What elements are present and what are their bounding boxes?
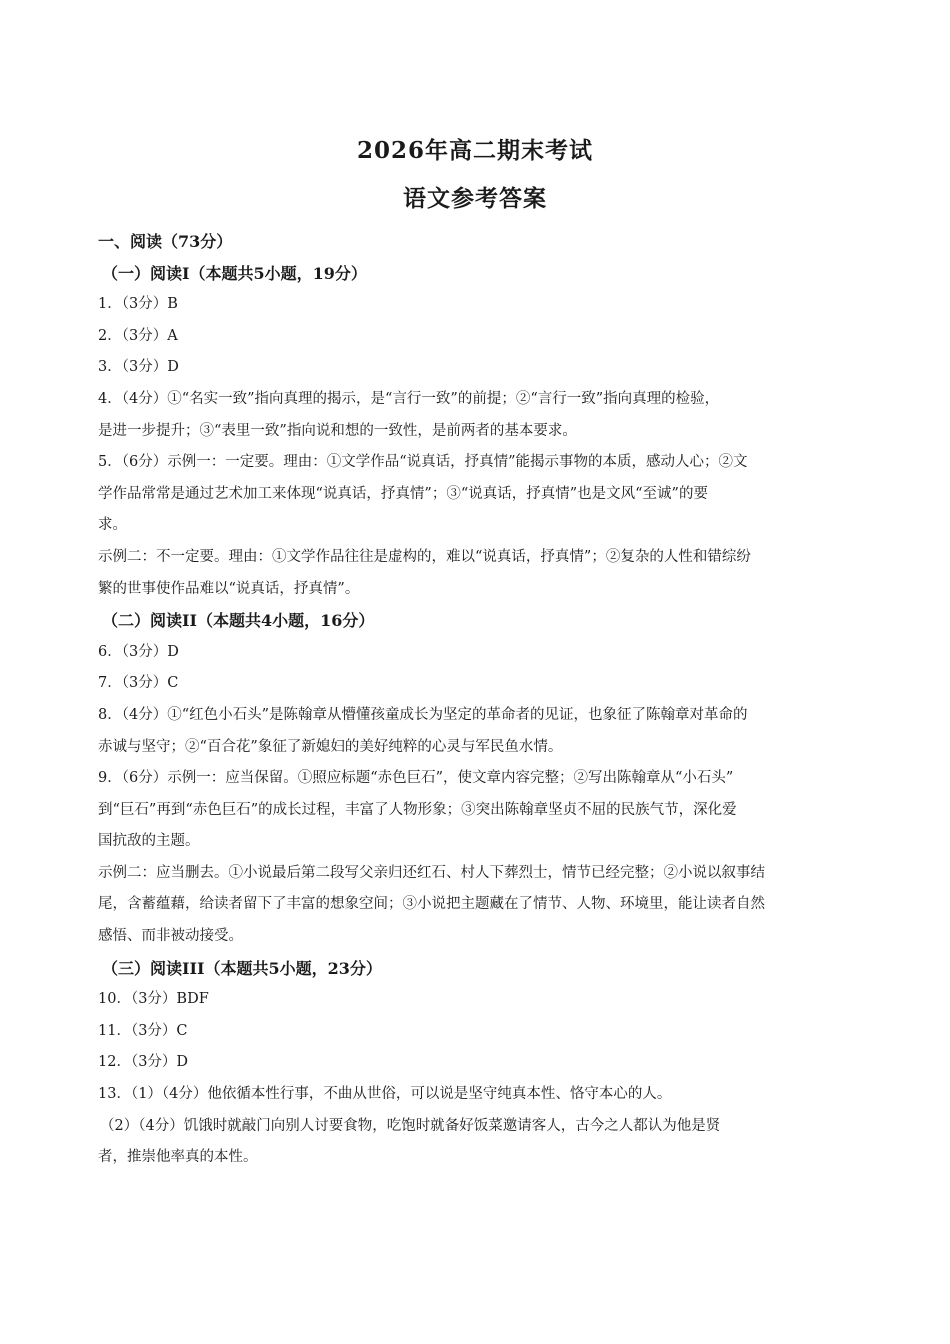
section-heading-reading: 一、阅读（73分）	[98, 232, 233, 251]
part3-heading: （三）阅读III（本题共5小题，23分）	[102, 958, 382, 978]
answer-line: 感悟、而非被动接受。	[98, 928, 243, 945]
answer-line: 者，推崇他率真的本性。	[98, 1149, 258, 1166]
answer-line: 尾，含蓄蕴藉，给读者留下了丰富的想象空间；③小说把主题藏在了情节、人物、环境里，能让读者自然	[98, 896, 765, 913]
answer-line: 是进一步提升；③“表里一致”指向说和想的一致性，是前两者的基本要求。	[98, 422, 577, 439]
answer-line: 国抗敌的主题。	[98, 833, 200, 850]
answer-line: 赤诚与坚守；②“百合花”象征了新媳妇的美好纯粹的心灵与军民鱼水情。	[98, 738, 563, 755]
answer-line: 示例二：应当删去。①小说最后第二段写父亲归还红石、村人下葬烈士，情节已经完整；②小说以叙事结	[98, 864, 765, 881]
answer-line: 7．（3分）C	[98, 675, 179, 692]
answer-line: 13．（1）（4分）他依循本性行事，不曲从世俗，可以说是坚守纯真本性、恪守本心的人。	[98, 1086, 672, 1103]
answer-line: 求。	[98, 517, 127, 534]
answer-line: 9．（6分）示例一：应当保留。①照应标题“赤色巨石”，使文章内容完整；②写出陈翰章从“小石头”	[98, 770, 734, 787]
answer-line: 3．（3分）D	[98, 359, 179, 376]
part1-heading: （一）阅读I（本题共5小题，19分）	[102, 263, 367, 283]
answer-line: 10．（3分）BDF	[98, 991, 209, 1008]
answer-content	[98, 226, 858, 1174]
page-subtitle: 语文参考答案	[403, 185, 547, 212]
answer-line: 8．（4分）①“红色小石头”是陈翰章从懵懂孩童成长为坚定的革命者的见证，也象征了陈翰章对革命的	[98, 706, 748, 723]
answer-line: 5．（6分）示例一：一定要。理由：①文学作品“说真话，抒真情”能揭示事物的本质，感动人心；②文	[98, 454, 748, 471]
answer-line: 繁的世事使作品难以“说真话，抒真情”。	[98, 580, 360, 597]
answer-line: 4．（4分）①“名实一致”指向真理的揭示，是“言行一致”的前提；②“言行一致”指向真理的检验，	[98, 390, 720, 407]
part2-heading: （二）阅读II（本题共4小题，16分）	[102, 611, 375, 631]
answer-line: 示例二：不一定要。理由：①文学作品往往是虚构的，难以“说真话，抒真情”；②复杂的人性和错综纷	[98, 548, 751, 565]
answer-line: （2）（4分）饥饿时就敲门向别人讨要食物，吃饱时就备好饭菜邀请客人，古今之人都认为他是贤	[100, 1117, 721, 1134]
answer-line: 学作品常常是通过艺术加工来体现“说真话，抒真情”；③“说真话，抒真情”也是文风“至诚”的要	[98, 485, 708, 502]
answer-line: 6．（3分）D	[98, 643, 179, 660]
answer-line: 11．（3分）C	[98, 1022, 188, 1039]
page-title: 2026年高二期末考试	[356, 137, 593, 164]
answer-line: 2．（3分）A	[98, 327, 178, 344]
answer-line: 1．（3分）B	[98, 296, 178, 313]
answer-line: 12．（3分）D	[98, 1054, 189, 1071]
answer-line: 到“巨石”再到“赤色巨石”的成长过程，丰富了人物形象；③突出陈翰章坚贞不屈的民族气节，深化爱	[98, 801, 737, 818]
